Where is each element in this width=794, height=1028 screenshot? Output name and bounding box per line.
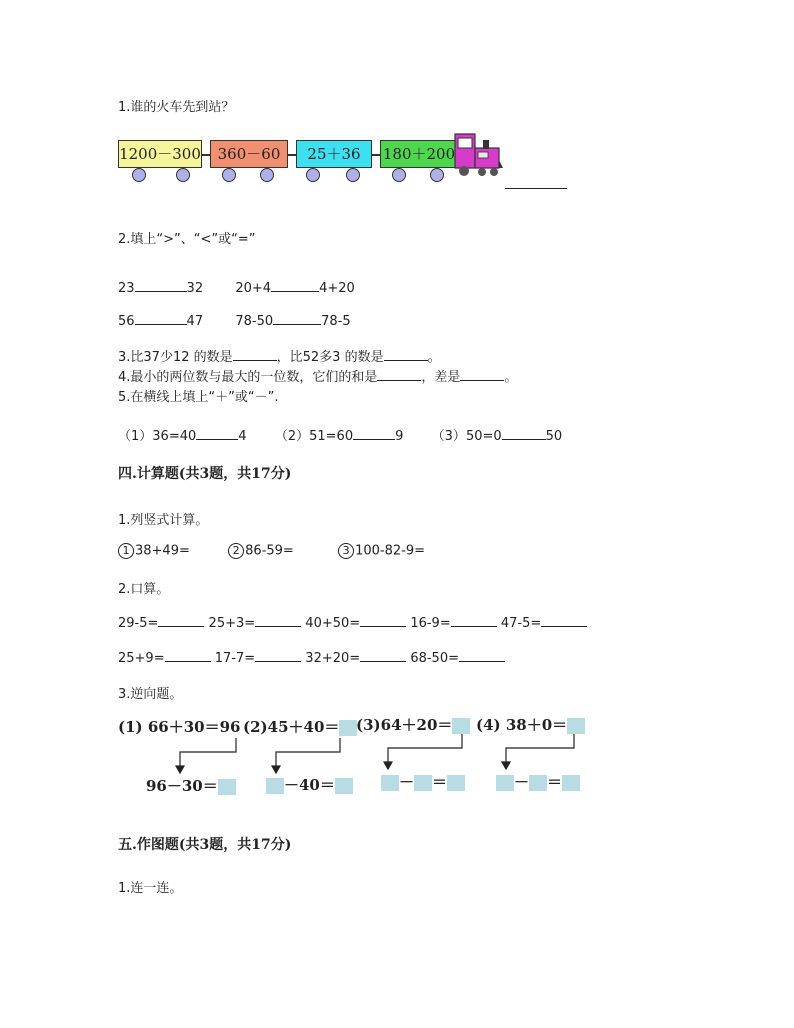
operator: ＝ [547,773,563,791]
reverse-1-bottom [146,775,236,796]
expression: 40+50= [305,616,361,631]
expression: 25+3= [208,616,256,631]
operator: － [399,773,415,791]
equation-left: 36=40 [152,429,197,444]
answer-box[interactable] [447,775,465,791]
operator: ＝ [432,773,448,791]
answer-box[interactable] [529,775,547,791]
calc-3-title: 3.逆向题。 [118,687,183,702]
equation-text: 96－30＝ [146,777,218,795]
operator: － [514,773,530,791]
expression: 86-59= [245,543,294,559]
expression: 47-5= [500,616,542,631]
equation-text: －40＝ [284,776,335,794]
compare-value: 56 [118,314,135,329]
compare-value: 32 [186,281,204,296]
circled-number: 3 [338,543,354,559]
draw-1-title: 1.连一连。 [118,881,183,896]
circled-number: 1 [118,543,134,559]
equation-right: 4 [238,429,247,444]
reverse-3-bottom [381,771,465,792]
question-1-title: 1.谁的火车先到站？ [118,100,235,115]
item-number: （3） [431,429,466,444]
compare-value: 78-50 [235,314,274,329]
question-text: ，比52多3 的数是 [276,350,384,365]
answer-box[interactable] [496,775,514,791]
answer-box[interactable] [335,778,353,794]
expression: 17-7= [214,651,256,666]
question-text: 。 [504,370,518,385]
answer-box[interactable] [562,775,580,791]
equation-text: (3)64＋20＝ [356,716,453,734]
reverse-2-bottom [266,774,353,795]
expression: 100-82-9= [355,543,426,559]
train-car-4: 180＋200 [380,140,458,168]
expression: 68-50= [410,651,459,666]
question-text: ，差是 [421,370,461,385]
reverse-1-top: (1) 66＋30＝96 [118,718,241,736]
calc-2-title: 2.口算。 [118,582,170,597]
expression: 29-5= [118,616,159,631]
expression: 16-9= [410,616,451,631]
compare-value: 47 [186,314,204,329]
equation-right: 50 [545,429,563,444]
answer-box[interactable] [218,779,236,795]
expression: 38+49= [135,543,190,559]
question-text: 4.最小的两位数与最大的一位数，它们的和是 [118,370,378,385]
equation-left: 51=60 [309,429,354,444]
section-heading-drawing: 五.作图题(共3题，共17分) [118,837,292,853]
circled-number: 2 [228,543,244,559]
answer-box[interactable] [414,775,432,791]
item-number: （1） [118,429,153,444]
question-text: 3.比37少12 的数是 [118,350,233,365]
train-car-2: 360－60 [210,140,288,168]
compare-value: 20+4 [235,281,272,296]
equation-text: (4) 38＋0＝ [476,716,568,734]
question-text: 。 [427,350,441,365]
question-5-title: 5.在横线上填上“＋”或“－”. [118,390,279,405]
equation-right: 9 [395,429,404,444]
item-number: （2） [274,429,310,444]
compare-value: 23 [118,281,135,296]
compare-value: 4+20 [319,281,355,296]
section-heading-calc: 四.计算题(共3题，共17分) [118,466,292,482]
compare-value: 78-5 [321,314,351,329]
calc-1-title: 1.列竖式计算。 [118,513,209,528]
question-2-title: 2.填上“>”、“<”或“=” [118,232,256,247]
equation-text: (2)45＋40＝ [243,718,340,736]
reverse-4-bottom [496,771,580,792]
equation-left: 50=0 [465,429,502,444]
expression: 25+9= [118,651,165,666]
expression: 32+20= [305,651,361,666]
answer-box[interactable] [266,778,284,794]
train-car-1: 1200－300 [118,140,202,168]
answer-box[interactable] [381,775,399,791]
train-car-3: 25＋36 [296,140,372,168]
